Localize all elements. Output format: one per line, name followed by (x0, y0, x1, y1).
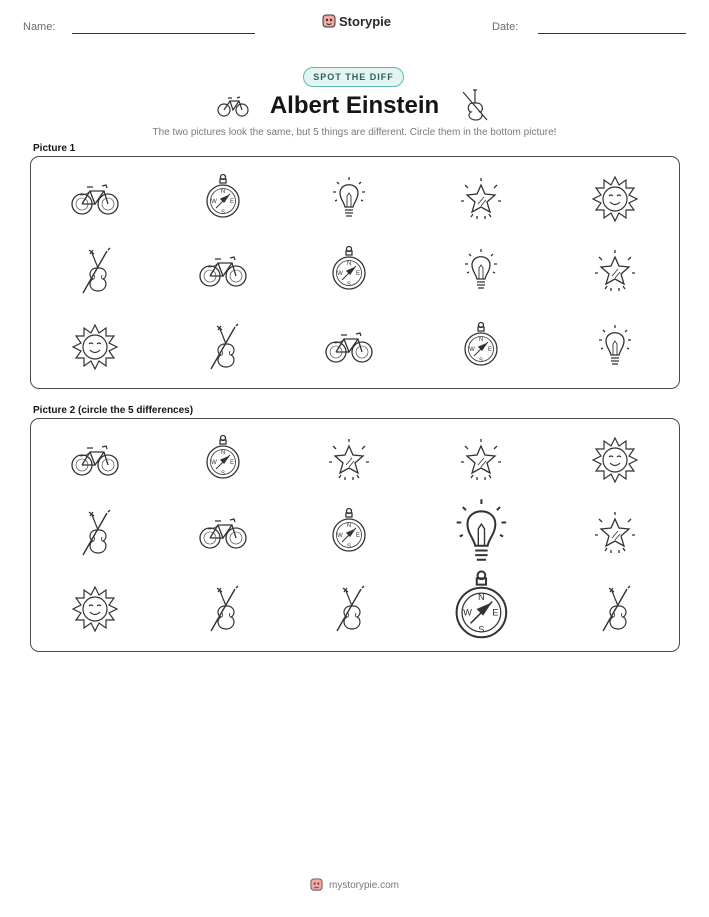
violin-icon (67, 505, 123, 561)
date-line[interactable] (538, 33, 686, 34)
svg-text:S: S (477, 624, 485, 635)
worksheet-title: Albert Einstein (269, 92, 440, 119)
picture-1-item-3-4[interactable] (453, 319, 509, 375)
name-label: Name: (23, 21, 56, 33)
svg-text:E: E (229, 199, 235, 205)
svg-text:N: N (346, 261, 352, 267)
picture-2-item-3-4[interactable] (438, 566, 525, 653)
star-icon (587, 243, 643, 299)
svg-text:W: W (337, 271, 343, 277)
svg-text:S: S (220, 471, 226, 477)
picture-2-item-1-1[interactable] (67, 432, 123, 488)
picture-1-item-2-1[interactable] (67, 243, 123, 299)
sun-icon (587, 171, 643, 227)
picture-1-item-2-4[interactable] (453, 243, 509, 299)
violin-icon (195, 581, 251, 637)
svg-text:E: E (487, 347, 493, 353)
picture-1-item-1-2[interactable] (195, 171, 251, 227)
picture-1-item-1-3[interactable] (321, 171, 377, 227)
picture-1-item-1-5[interactable] (587, 171, 643, 227)
bicycle-icon (67, 432, 123, 488)
bicycle-icon (195, 505, 251, 561)
picture-1-item-3-3[interactable] (321, 319, 377, 375)
footer (0, 878, 709, 892)
svg-text:E: E (229, 460, 235, 466)
picture-1-item-3-1[interactable] (67, 319, 123, 375)
picture-2-item-2-4[interactable] (438, 490, 525, 577)
star-icon (453, 432, 509, 488)
footer-url[interactable]: mystorypie.com (328, 879, 399, 891)
picture-2-item-3-1[interactable] (67, 581, 123, 637)
violin-icon (321, 581, 377, 637)
picture-2-item-1-4[interactable] (453, 432, 509, 488)
picture-1-label: Picture 1 (33, 143, 76, 154)
violin-icon (67, 243, 123, 299)
lightbulb-icon (321, 171, 377, 227)
picture-1-item-3-5[interactable] (587, 319, 643, 375)
picture-2-item-1-3[interactable] (321, 432, 377, 488)
picture-2-item-2-5[interactable] (587, 505, 643, 561)
compass-icon (195, 432, 251, 488)
compass-icon (438, 566, 525, 653)
svg-text:N: N (477, 591, 485, 602)
date-label: Date: (492, 21, 519, 33)
storypie-mascot-icon (310, 878, 323, 892)
picture-2-label: Picture 2 (circle the 5 differences) (33, 405, 194, 416)
svg-text:S: S (478, 358, 484, 364)
svg-text:N: N (220, 450, 226, 456)
storypie-mascot-icon (322, 14, 336, 29)
sun-icon (67, 581, 123, 637)
picture-2-item-2-1[interactable] (67, 505, 123, 561)
sun-icon (587, 432, 643, 488)
picture-2-panel[interactable] (30, 418, 680, 652)
svg-text:W: W (337, 533, 343, 539)
svg-text:W: W (462, 607, 472, 618)
svg-text:E: E (355, 533, 361, 539)
bicycle-icon (67, 171, 123, 227)
picture-2-item-1-2[interactable] (195, 432, 251, 488)
lightbulb-icon (453, 243, 509, 299)
picture-2-item-1-5[interactable] (587, 432, 643, 488)
bicycle-icon (195, 243, 251, 299)
picture-2-item-3-5[interactable] (587, 581, 643, 637)
bicycle-icon (321, 319, 377, 375)
brand-name: Storypie (339, 14, 392, 29)
svg-text:N: N (346, 523, 352, 529)
svg-text:S: S (346, 544, 352, 550)
picture-1-item-1-1[interactable] (67, 171, 123, 227)
picture-1-item-1-4[interactable] (453, 171, 509, 227)
compass-icon (195, 171, 251, 227)
sun-icon (67, 319, 123, 375)
compass-icon (453, 319, 509, 375)
picture-2-item-3-2[interactable] (195, 581, 251, 637)
picture-1-panel (30, 156, 680, 389)
picture-1-item-2-5[interactable] (587, 243, 643, 299)
star-icon (321, 432, 377, 488)
svg-text:S: S (346, 282, 352, 288)
spot-the-diff-badge: SPOT THE DIFF (303, 67, 404, 87)
picture-2-item-2-3[interactable] (321, 505, 377, 561)
star-icon (453, 171, 509, 227)
lightbulb-icon (587, 319, 643, 375)
lightbulb-icon (438, 490, 525, 577)
svg-text:E: E (491, 607, 499, 618)
violin-icon (587, 581, 643, 637)
instructions-text: The two pictures look the same, but 5 things are different. Circle them in the bottom picture! (152, 127, 557, 138)
svg-text:S: S (220, 210, 226, 216)
svg-text:N: N (220, 189, 226, 195)
violin-decoration-icon (460, 88, 490, 122)
picture-2-item-3-3[interactable] (321, 581, 377, 637)
svg-text:W: W (469, 347, 475, 353)
svg-text:W: W (211, 460, 217, 466)
picture-1-item-3-2[interactable] (195, 319, 251, 375)
compass-icon (321, 505, 377, 561)
svg-text:N: N (478, 337, 484, 343)
picture-1-item-2-2[interactable] (195, 243, 251, 299)
violin-icon (195, 319, 251, 375)
compass-icon (321, 243, 377, 299)
name-line[interactable] (72, 33, 255, 34)
star-icon (587, 505, 643, 561)
svg-text:W: W (211, 199, 217, 205)
svg-text:E: E (355, 271, 361, 277)
picture-1-item-2-3[interactable] (321, 243, 377, 299)
picture-2-item-2-2[interactable] (195, 505, 251, 561)
brand-logo (322, 14, 391, 29)
